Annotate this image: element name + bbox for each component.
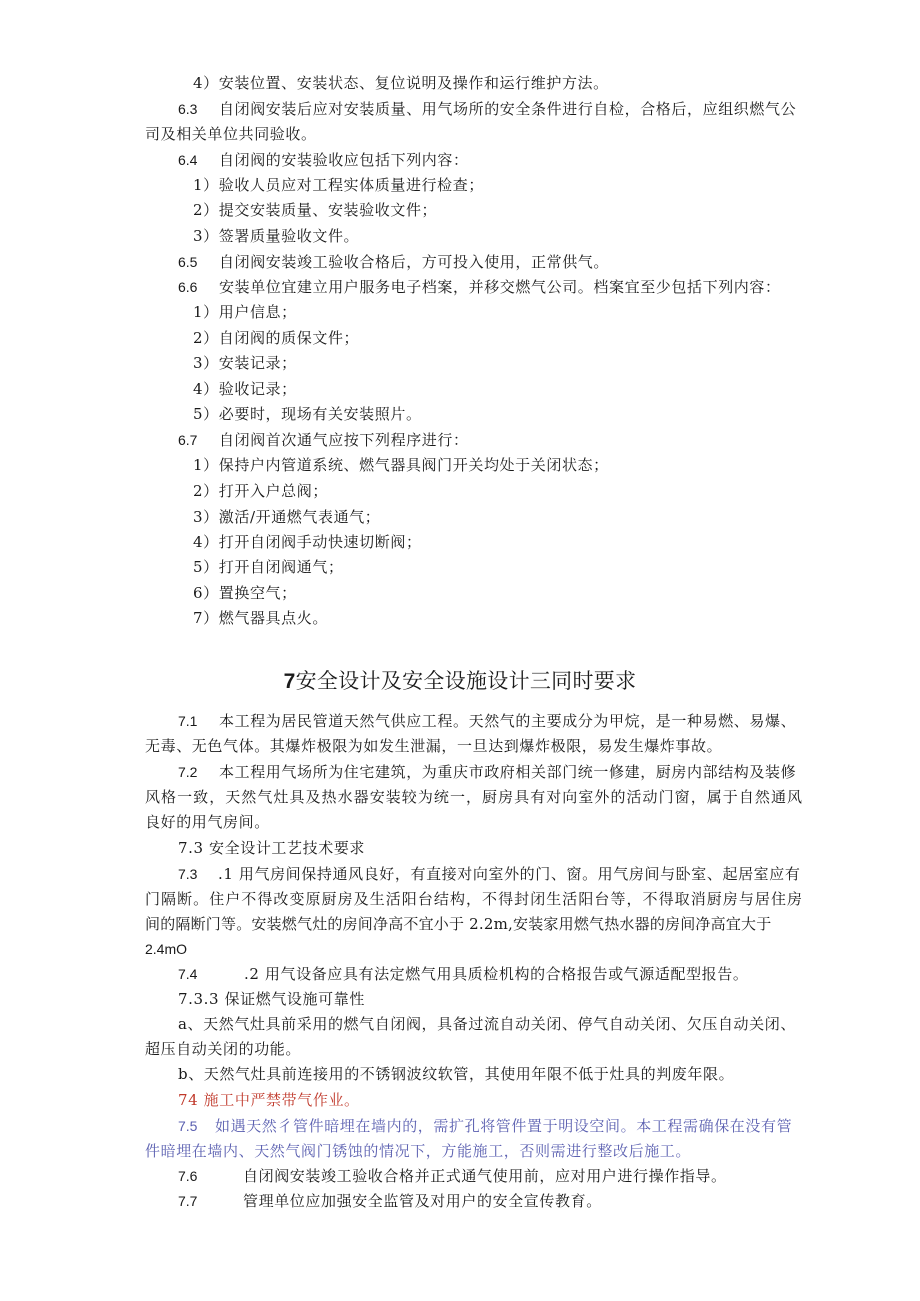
highlighted-note: 74 施工中严禁带气作业。 [178, 1091, 360, 1109]
clause-number: 7.2 [178, 764, 198, 780]
paragraph-line: 2.4mO [145, 941, 188, 957]
paragraph-line: 间的隔断门等。安装燃气灶的房间净高不宜小于 2.2m,安装家用燃气热水器的房间净高宜大于 [145, 915, 772, 933]
list-item: 5）打开自闭阀通气； [193, 558, 344, 576]
list-item: 1）用户信息； [193, 303, 297, 321]
list-item: 3）安装记录； [193, 354, 297, 372]
paragraph-line: 自闭阀安装后应对安装质量、用气场所的安全条件进行自检，合格后，应组织燃气公 [219, 100, 797, 118]
paragraph-line: 良好的用气房间。 [145, 813, 270, 831]
clause-number: 6.7 [178, 432, 198, 448]
list-item: 4）打开自闭阀手动快速切断阀； [193, 533, 422, 551]
paragraph-line: 无毒、无色气体。其爆炸极限为如发生泄漏，一旦达到爆炸极限，易发生爆炸事故。 [145, 737, 723, 755]
paragraph-line: 自闭阀的安装验收应包括下列内容： [219, 151, 469, 169]
list-item: 6）置换空气； [193, 584, 297, 602]
clause-number: 7.3 [178, 866, 198, 882]
list-item: 4）验收记录； [193, 380, 297, 398]
clause-number: 6.3 [178, 101, 198, 117]
list-item: 5）必要时，现场有关安装照片。 [193, 405, 422, 423]
clause-number: 7.1 [178, 713, 198, 729]
list-item: 3）签署质量验收文件。 [193, 227, 360, 245]
paragraph-line: 自闭阀安装竣工验收合格并正式通气使用前，应对用户进行操作指导。 [243, 1167, 727, 1185]
paragraph-line: a、天然气灶具前采用的燃气自闭阀，具备过流自动关闭、停气自动关闭、欠压自动关闭、 [178, 1015, 796, 1033]
list-item: 1）保持户内管道系统、燃气器具阀门开关均处于关闭状态； [193, 456, 609, 474]
clause-number: 7.7 [178, 1193, 198, 1209]
list-item: 1）验收人员应对工程实体质量进行检查； [193, 176, 484, 194]
paragraph-line: .2 用气设备应具有法定燃气用具质检机构的合格报告或气源适配型报告。 [244, 965, 749, 983]
list-item: 3）激活/开通燃气表通气； [193, 508, 381, 526]
paragraph-line: .1 用气房间保持通风良好，有直接对向室外的门、窗。用气房间与卧室、起居室应有 [218, 865, 801, 883]
subsection-title: 7.3 安全设计工艺技术要求 [178, 839, 366, 857]
clause-number: 7.5 [178, 1118, 198, 1134]
list-item: 2）自闭阀的质保文件； [193, 329, 360, 347]
section-heading [0, 667, 920, 696]
paragraph-line: 本工程用气场所为住宅建筑，为重庆市政府相关部门统一修建，厨房内部结构及装修 [219, 763, 797, 781]
clause-number: 6.4 [178, 152, 198, 168]
section-number: 7 [283, 670, 296, 693]
clause-number: 7.4 [178, 966, 198, 982]
paragraph-b: b、天然气灶具前连接用的不锈钢波纹软管，其使用年限不低于灶具的判废年限。 [178, 1065, 735, 1083]
subsection-title: 7.3.3 保证燃气设施可靠性 [178, 990, 365, 1008]
paragraph-line: 风格一致，天然气灶具及热水器安装较为统一，厨房具有对向室外的活动门窗，属于自然通风 [145, 788, 804, 806]
paragraph-line: 司及相关单位共同验收。 [145, 125, 317, 143]
clause-number: 6.5 [178, 254, 198, 270]
paragraph-line: 本工程为居民管道天然气供应工程。天然气的主要成分为甲烷，是一种易燃、易爆、 [219, 712, 797, 730]
paragraph-line: 超压自动关闭的功能。 [145, 1040, 302, 1058]
list-item: 7）燃气器具点火。 [193, 609, 328, 627]
section-title: 安全设计及安全设施设计三同时要求 [295, 669, 637, 693]
clause-number: 6.6 [178, 279, 198, 295]
paragraph-line: 件暗埋在墙内、天然气阀门锈蚀的情况下，方能施工，否则需进行整改后施工。 [145, 1142, 692, 1160]
paragraph-line: 门隔断。住户不得改变原厨房及生活阳台结构，不得封闭生活阳台等，不得取消厨房与居住房 [145, 890, 804, 908]
list-item: 2）提交安装质量、安装验收文件； [193, 201, 438, 219]
list-item: 2）打开入户总阀； [193, 482, 328, 500]
list-item: 4）安装位置、安装状态、复位说明及操作和运行维护方法。 [193, 74, 609, 92]
paragraph-line: 自闭阀安装竣工验收合格后，方可投入使用，正常供气。 [219, 253, 610, 271]
paragraph-line: 管理单位应加强安全监管及对用户的安全宣传教育。 [243, 1192, 602, 1210]
clause-number: 7.6 [178, 1168, 198, 1184]
paragraph-line: 安装单位宜建立用户服务电子档案，并移交燃气公司。档案宜至少包括下列内容： [219, 278, 781, 296]
paragraph-line: 如遇天然彳管件暗埋在墙内的，需扩孔将管件置于明设空间。本工程需确保在没有管 [215, 1117, 793, 1135]
paragraph-line: 自闭阀首次通气应按下列程序进行： [219, 431, 469, 449]
